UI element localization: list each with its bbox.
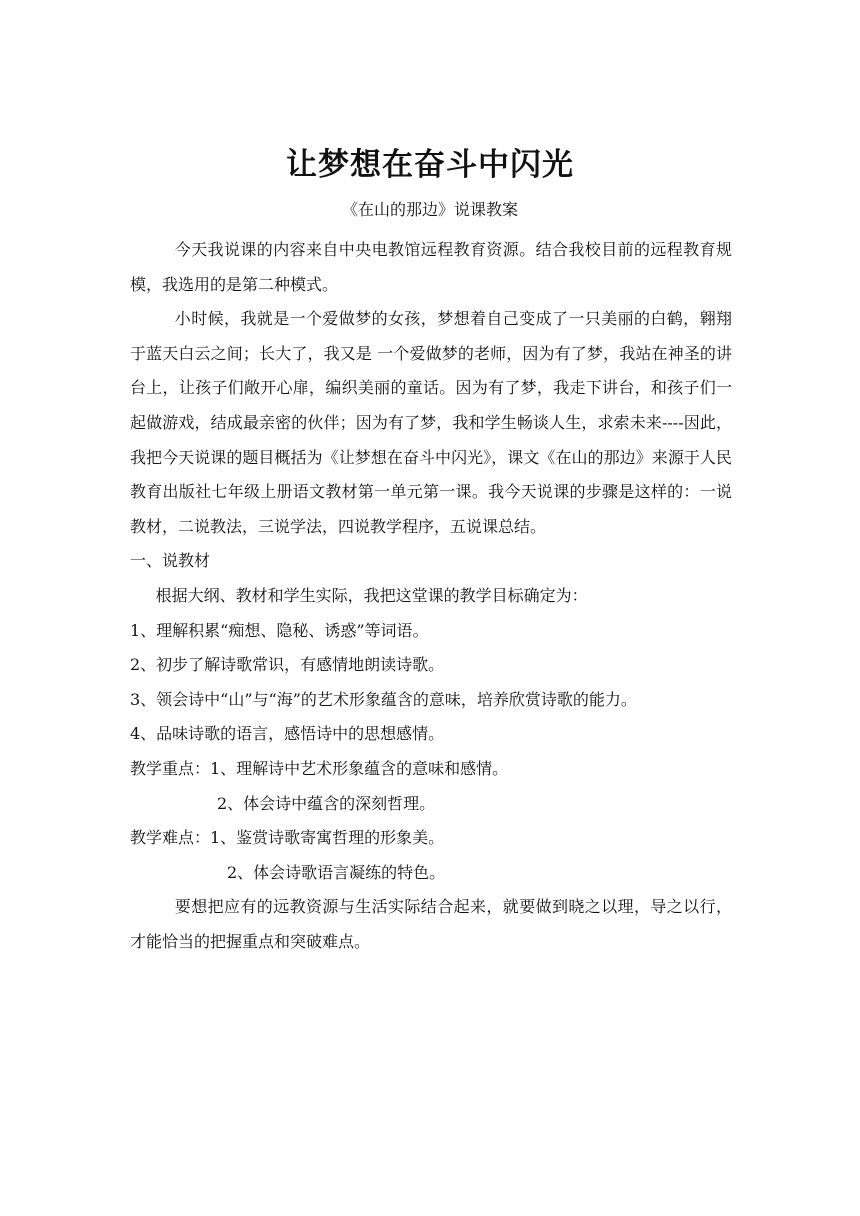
difficulty-1: 教学难点：1、鉴赏诗歌寄寓哲理的形象美。 [130,828,445,848]
dream-paragraph: 小时候，我就是一个爱做梦的女孩，梦想着自己变成了一只美丽的白鹤，翱翔于蓝天白云之间；长大了，我又是 一个爱做梦的老师，因为有了梦，我站在神圣的讲台上，让孩子们敞开心扉，编织美丽的童话。因为有了梦，我走下讲台，和孩子们一起做游戏，结成最亲密的伙伴；因为有了梦，我和学生畅谈人生，求索未来----因此，我把今天说课的题目概括为《让梦想在奋斗中闪光》，课文《在山的那边》来源于人民教育出版社七年级上册语文教材第一单元第一课。我今天说课的步骤是这样的：一说教材，二说教法，三说学法，四说教学程序，五说课总结。 [130,309,732,536]
goal-item-2: 2、初步了解诗歌常识，有感情地朗读诗歌。 [130,655,445,675]
document-body [130,233,732,959]
intro-paragraph: 今天我说课的内容来自中央电教馆远程教育资源。结合我校目前的远程教育规模，我选用的是第二种模式。 [130,240,732,294]
goal-item-3: 3、领会诗中“山”与“海”的艺术形象蕴含的意味，培养欣赏诗歌的能力。 [130,689,637,709]
document-subtitle: 《在山的那边》说课教案 [341,200,518,219]
closing-paragraph: 要想把应有的远教资源与生活实际结合起来，就要做到晓之以理，导之以行，才能恰当的把握重点和突破难点。 [130,897,732,951]
goals-intro-paragraph: 根据大纲、教材和学生实际，我把这堂课的教学目标确定为： [155,585,588,605]
document-title: 让梦想在奋斗中闪光 [286,147,574,183]
key-point-2: 2、体会诗中蕴含的深刻哲理。 [217,793,436,813]
goal-item-4: 4、品味诗歌的语言，感悟诗中的思想感情。 [130,724,445,744]
key-point-1: 教学重点：1、理解诗中艺术形象蕴含的意味和感情。 [130,758,509,778]
section-heading-teaching-material: 一、说教材 [130,551,211,571]
goal-item-1: 1、理解积累“痴想、隐秘、诱惑”等词语。 [130,620,429,640]
difficulty-2: 2、体会诗歌语言凝练的特色。 [227,862,446,882]
